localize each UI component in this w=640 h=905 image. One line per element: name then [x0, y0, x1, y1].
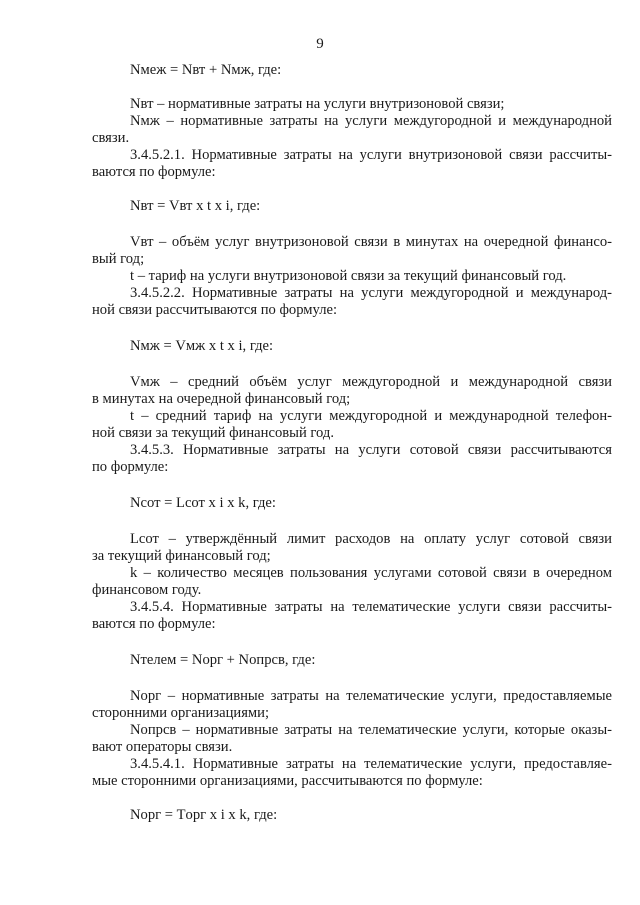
clause-3-4-5-3: 3.4.5.3. Нормативные затраты на услуги сотовой связи рассчитываются	[130, 442, 612, 458]
text-line: связи.	[92, 130, 130, 146]
text-line: вают операторы связи.	[92, 739, 233, 755]
text-line: по формуле:	[92, 459, 169, 475]
text-line: за текущий финансовый год;	[92, 548, 271, 564]
formula-nmzh: Nмж = Vмж x t x i, где:	[130, 338, 274, 354]
definition-nmzh: Nмж – нормативные затраты на услуги междугородной и международной	[130, 113, 612, 129]
text-line: ной связи за текущий финансовый год.	[92, 425, 334, 441]
formula-norg: Nорг = Tорг x i x k, где:	[130, 807, 278, 823]
definition-vmzh: Vмж – средний объём услуг междугородной и международной связи	[130, 374, 612, 390]
definition-nvt: Nвт – нормативные затраты на услуги внутризоновой связи;	[130, 96, 505, 112]
formula-ntelem: Nтелем = Nорг + Nопрсв, где:	[130, 652, 316, 668]
definition-noprsv: Nопрсв – нормативные затраты на телематические услуги, которые оказы-	[130, 722, 612, 738]
text-line: в минутах на очередной финансовый год;	[92, 391, 351, 407]
text-line: ваются по формуле:	[92, 616, 216, 632]
definition-t-avg: t – средний тариф на услуги междугородной и международной телефон-	[130, 408, 612, 424]
definition-vvt: Vвт – объём услуг внутризоновой связи в минутах на очередной финансо-	[130, 234, 612, 250]
text-line: мые сторонними организациями, рассчитываются по формуле:	[92, 773, 483, 789]
text-line: ваются по формуле:	[92, 164, 216, 180]
definition-t: t – тариф на услуги внутризоновой связи за текущий финансовый год.	[130, 268, 567, 284]
formula-nvt: Nвт = Vвт x t x i, где:	[130, 198, 261, 214]
formula-nmezh: Nмеж = Nвт + Nмж, где:	[130, 62, 282, 78]
formula-nsot: Nсот = Lсот x i x k, где:	[130, 495, 276, 511]
definition-k: k – количество месяцев пользования услугами сотовой связи в очередном	[130, 565, 612, 581]
text-line: сторонними организациями;	[92, 705, 270, 721]
clause-3-4-5-2-2: 3.4.5.2.2. Нормативные затраты на услуги междугородной и международ-	[130, 285, 612, 301]
text-line: финансовом году.	[92, 582, 202, 598]
page-number: 9	[316, 36, 324, 52]
definition-lsot: Lсот – утверждённый лимит расходов на оплату услуг сотовой связи	[130, 531, 612, 547]
clause-3-4-5-4-1: 3.4.5.4.1. Нормативные затраты на телематические услуги, предоставляе-	[130, 756, 612, 772]
definition-norg: Nорг – нормативные затраты на телематические услуги, предоставляемые	[130, 688, 612, 704]
text-line: ной связи рассчитываются по формуле:	[92, 302, 338, 318]
text-line: вый год;	[92, 251, 145, 267]
clause-3-4-5-4: 3.4.5.4. Нормативные затраты на телематические услуги связи рассчиты-	[130, 599, 612, 615]
clause-3-4-5-2-1: 3.4.5.2.1. Нормативные затраты на услуги внутризоновой связи рассчиты-	[130, 147, 612, 163]
